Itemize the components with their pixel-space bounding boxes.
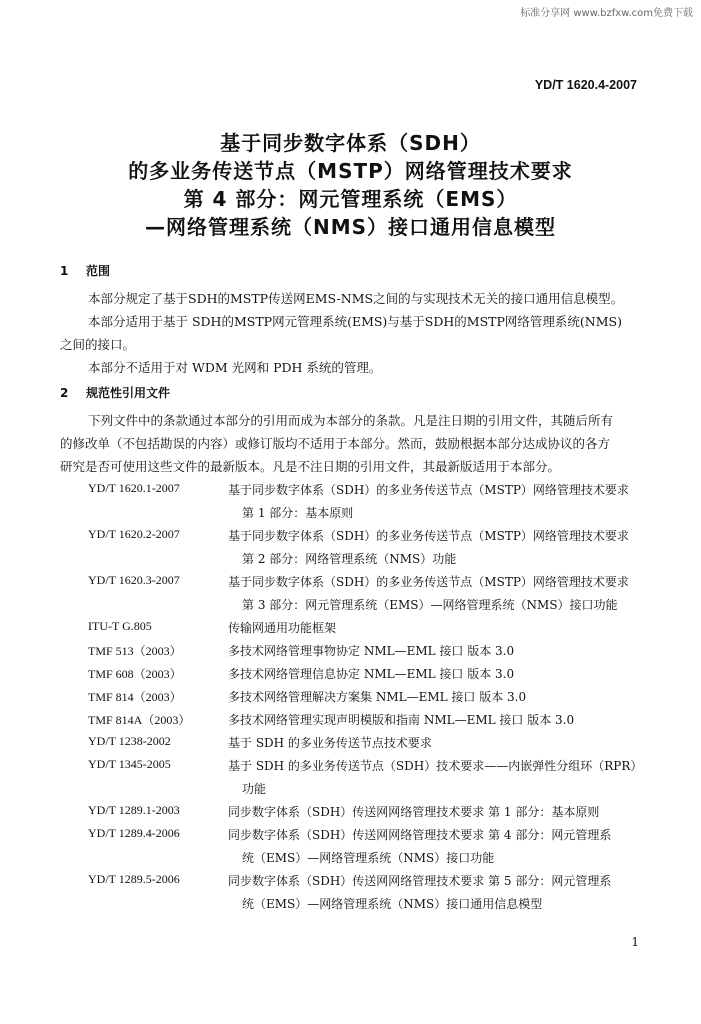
reference-code: TMF 513（2003） bbox=[88, 644, 182, 658]
page-number: 1 bbox=[631, 935, 639, 949]
title-line-3: 第 4 部分：网元管理系统（EMS） bbox=[183, 187, 518, 211]
reference-code: TMF 814A（2003） bbox=[88, 713, 191, 727]
reference-title: 基于 SDH 的多业务传送节点技术要求 bbox=[228, 736, 432, 750]
reference-title: 传输网通用功能框架 bbox=[228, 621, 337, 635]
reference-title-continued: 第 1 部分：基本原则 bbox=[242, 506, 354, 520]
paragraph: 之间的接口。 bbox=[60, 337, 136, 352]
reference-title: 多技术网络管理事物协定 NML—EML 接口 版本 3.0 bbox=[228, 644, 515, 658]
watermark: 标准分享网 www.bzfxw.com免费下载 bbox=[520, 8, 693, 19]
title-line-2: 的多业务传送节点（MSTP）网络管理技术要求 bbox=[128, 159, 573, 183]
paragraph: 下列文件中的条款通过本部分的引用而成为本部分的条款。凡是注日期的引用文件，其随后所有 bbox=[88, 413, 614, 428]
section-number: 1 bbox=[60, 264, 69, 278]
section-2-heading bbox=[60, 384, 170, 401]
reference-title: 同步数字体系（SDH）传送网网络管理技术要求 第 5 部分：网元管理系 bbox=[228, 874, 612, 888]
reference-code: YD/T 1289.1-2003 bbox=[88, 803, 180, 817]
reference-title-continued: 功能 bbox=[242, 782, 267, 796]
reference-code: TMF 814（2003） bbox=[88, 690, 182, 704]
reference-code: YD/T 1238-2002 bbox=[88, 734, 171, 748]
paragraph: 的修改单（不包括勘误的内容）或修订版均不适用于本部分。然而，鼓励根据本部分达成协议的各方 bbox=[60, 436, 611, 451]
reference-code: ITU-T G.805 bbox=[88, 619, 152, 633]
reference-code: YD/T 1289.5-2006 bbox=[88, 872, 180, 886]
reference-code: YD/T 1620.1-2007 bbox=[88, 481, 180, 495]
section-title: 范围 bbox=[86, 264, 111, 278]
reference-code: YD/T 1620.3-2007 bbox=[88, 573, 180, 587]
reference-title-continued: 第 2 部分：网络管理系统（NMS）功能 bbox=[242, 552, 457, 566]
reference-title: 基于同步数字体系（SDH）的多业务传送节点（MSTP）网络管理技术要求 bbox=[228, 483, 629, 497]
reference-title-continued: 统（EMS）—网络管理系统（NMS）接口通用信息模型 bbox=[242, 897, 543, 911]
reference-code: YD/T 1620.2-2007 bbox=[88, 527, 180, 541]
paragraph: 本部分适用于基于 SDH的MSTP网元管理系统(EMS)与基于SDH的MSTP网络管理系统(NMS) bbox=[88, 314, 622, 329]
reference-title: 多技术网络管理实现声明模版和指南 NML—EML 接口 版本 3.0 bbox=[228, 713, 575, 727]
section-1-heading bbox=[60, 262, 110, 279]
title-line-4: —网络管理系统（NMS）接口通用信息模型 bbox=[144, 215, 557, 239]
reference-title: 多技术网络管理解决方案集 NML—EML 接口 版本 3.0 bbox=[228, 690, 527, 704]
reference-code: YD/T 1345-2005 bbox=[88, 757, 171, 771]
reference-title: 基于同步数字体系（SDH）的多业务传送节点（MSTP）网络管理技术要求 bbox=[228, 575, 629, 589]
reference-title: 基于 SDH 的多业务传送节点（SDH）技术要求——内嵌弹性分组环（RPR） bbox=[228, 759, 643, 773]
paragraph: 研究是否可使用这些文件的最新版本。凡是不注日期的引用文件，其最新版适用于本部分。 bbox=[60, 459, 561, 474]
title-line-1: 基于同步数字体系（SDH） bbox=[220, 131, 481, 155]
reference-code: TMF 608（2003） bbox=[88, 667, 182, 681]
reference-title: 同步数字体系（SDH）传送网网络管理技术要求 第 1 部分：基本原则 bbox=[228, 805, 600, 819]
reference-title: 多技术网络管理信息协定 NML—EML 接口 版本 3.0 bbox=[228, 667, 515, 681]
section-number: 2 bbox=[60, 386, 69, 400]
paragraph: 本部分规定了基于SDH的MSTP传送网EMS-NMS之间的与实现技术无关的接口通用信息模型。 bbox=[88, 291, 624, 306]
section-title: 规范性引用文件 bbox=[86, 386, 171, 400]
reference-title-continued: 第 3 部分：网元管理系统（EMS）—网络管理系统（NMS）接口功能 bbox=[242, 598, 618, 612]
reference-title-continued: 统（EMS）—网络管理系统（NMS）接口功能 bbox=[242, 851, 495, 865]
standard-number: YD/T 1620.4-2007 bbox=[534, 78, 637, 92]
reference-title: 基于同步数字体系（SDH）的多业务传送节点（MSTP）网络管理技术要求 bbox=[228, 529, 629, 543]
reference-code: YD/T 1289.4-2006 bbox=[88, 826, 180, 840]
reference-title: 同步数字体系（SDH）传送网网络管理技术要求 第 4 部分：网元管理系 bbox=[228, 828, 612, 842]
paragraph: 本部分不适用于对 WDM 光网和 PDH 系统的管理。 bbox=[88, 360, 382, 375]
